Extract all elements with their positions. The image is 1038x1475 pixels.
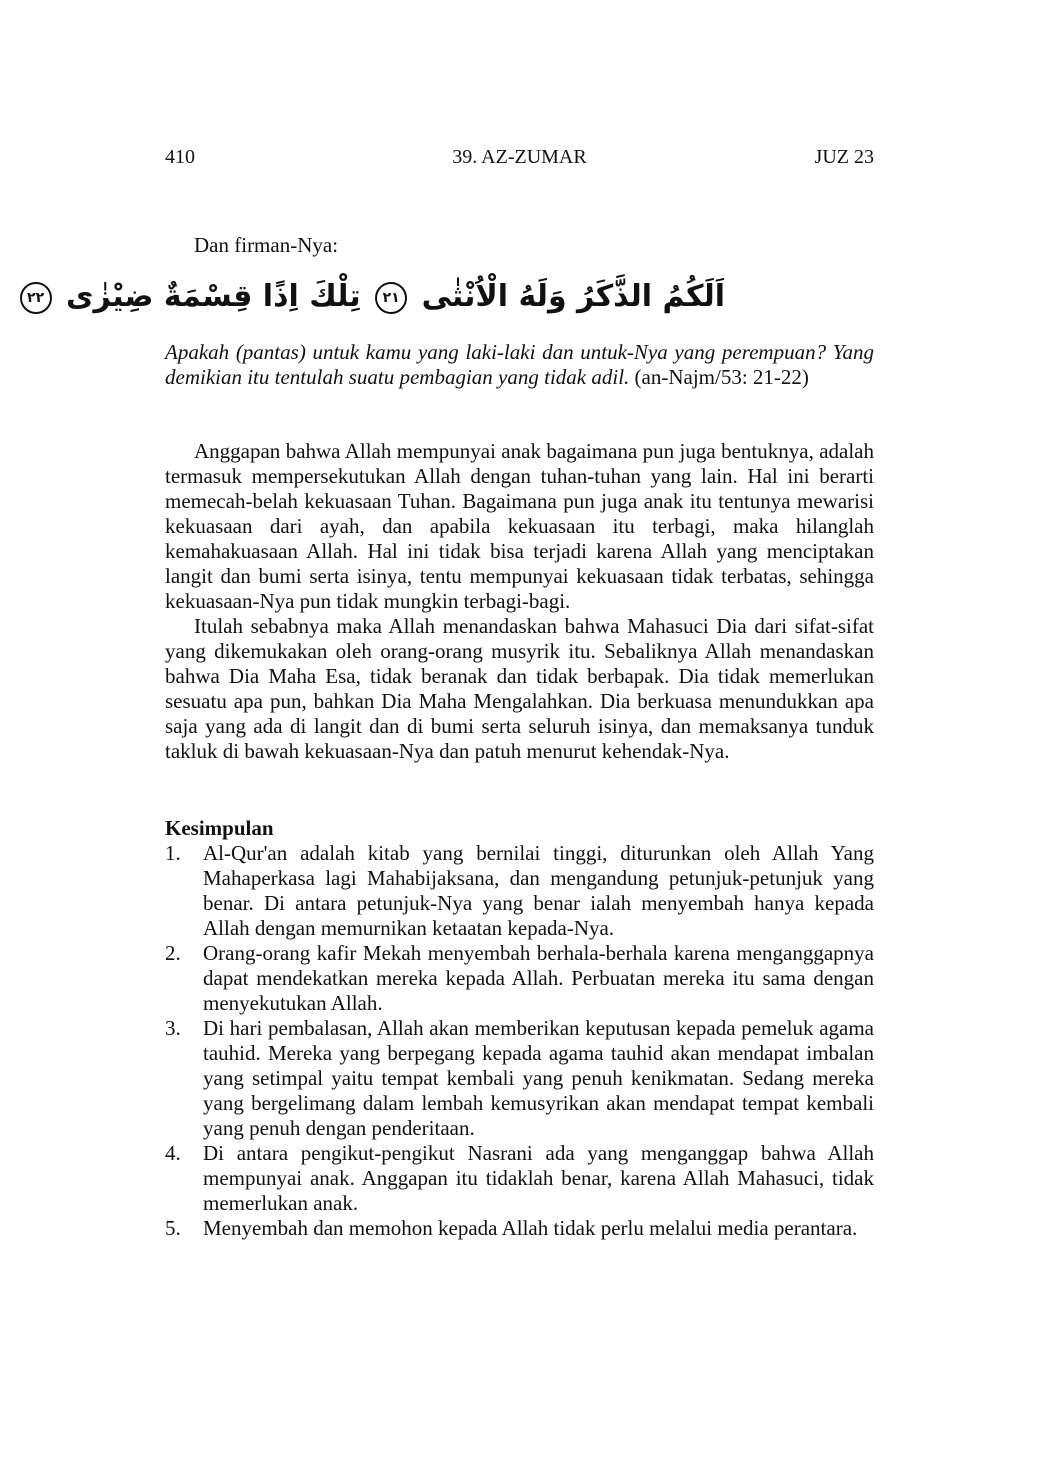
translation-reference: (an-Najm/53: 21-22) xyxy=(629,365,809,389)
paragraph-2 xyxy=(165,614,874,764)
paragraph-text: Anggapan bahwa Allah mempunyai anak bagaimana pun juga bentuknya, adalah termasuk mempersekutukan Allah dengan tuhan-tuhan yang lain. Hal ini berarti memecah-belah kekuasaan Tuhan. Bagaimana pun juga anak itu tentunya mewarisi kekuasaan dari ayah, dan apabila kekuasaan itu terbagi, maka hilanglah kemahakuasaan Allah. Hal ini tidak bisa terjadi karena Allah yang menciptakan langit dan bumi serta isinya, tentu mempunyai kekuasaan tidak terbatas, sehingga kekuasaan-Nya pun tidak mungkin terbagi-bagi. xyxy=(165,439,874,613)
list-item-number: 1. xyxy=(165,841,181,865)
list-item xyxy=(165,941,874,1016)
list-item-number: 5. xyxy=(165,1216,181,1240)
ayah-marker-21: ٢١ xyxy=(375,282,407,314)
list-item-text: Di hari pembalasan, Allah akan memberikan keputusan kepada pemeluk agama tauhid. Mereka yang berpegang kepada agama tauhid akan mendapat imbalan yang setimpal yaitu tempat kembali yang penuh kenikmatan. Sedang mereka yang bergelimang dalam lembah kemusyrikan akan mendapat tempat kembali yang penuh dengan penderitaan. xyxy=(203,1016,874,1140)
list-item xyxy=(165,841,874,941)
conclusion-list xyxy=(165,841,874,1241)
intro-text: Dan firman-Nya: xyxy=(194,233,339,257)
translation-text: Apakah (pantas) untuk kamu yang laki-laki dan untuk-Nya yang perempuan? Yang demikian itu tentulah suatu pembagian yang tidak adil. xyxy=(165,340,874,389)
ayah-marker-22: ٢٢ xyxy=(20,282,52,314)
list-item-text: Di antara pengikut-pengikut Nasrani ada yang menganggap bahwa Allah mempunyai anak. Anggapan itu tidaklah benar, karena Allah Mahasuci, tidak memerlukan anak. xyxy=(203,1141,874,1215)
list-item-number: 2. xyxy=(165,941,181,965)
list-item xyxy=(165,1016,874,1141)
juz-label: JUZ 23 xyxy=(814,146,874,168)
list-item-text: Menyembah dan memohon kepada Allah tidak perlu melalui media perantara. xyxy=(203,1216,858,1240)
paragraph-1 xyxy=(165,439,874,614)
list-item-number: 3. xyxy=(165,1016,181,1040)
verse-translation xyxy=(165,340,874,390)
page-header xyxy=(165,146,874,172)
list-item xyxy=(165,1216,874,1241)
list-item-number: 4. xyxy=(165,1141,181,1165)
arabic-verse-21: اَلَكُمُ الذَّكَرُ وَلَهُ الْاُنْثٰى xyxy=(421,279,725,314)
surah-title: 39. AZ-ZUMAR xyxy=(452,146,587,168)
paragraph-text: Itulah sebabnya maka Allah menandaskan bahwa Mahasuci Dia dari sifat-sifat yang dikemukakan oleh orang-orang musyrik itu. Sebaliknya Allah menandaskan bahwa Dia Maha Esa, tidak beranak dan tidak berbapak. Dia tidak memerlukan sesuatu apa pun, bahkan Dia Maha Mengalahkan. Dia berkuasa menundukkan apa saja yang ada di langit dan di bumi serta seluruh isinya, dan memaksanya tunduk takluk di bawah kekuasaan-Nya dan patuh menurut kehendak-Nya. xyxy=(165,614,874,763)
list-item-text: Orang-orang kafir Mekah menyembah berhala-berhala karena menganggapnya dapat mendekatkan mereka kepada Allah. Perbuatan mereka itu sama dengan menyekutukan Allah. xyxy=(203,941,874,1015)
list-item xyxy=(165,1141,874,1216)
arabic-verse xyxy=(27,272,725,322)
conclusion-heading: Kesimpulan xyxy=(165,816,274,840)
arabic-verse-22: تِلْكَ اِذًا قِسْمَةٌ ضِيْزٰى xyxy=(66,279,361,314)
list-item-text: Al-Qur'an adalah kitab yang bernilai tinggi, diturunkan oleh Allah Yang Mahaperkasa lagi Mahabijaksana, dan mengandung petunjuk-petunjuk yang benar. Di antara petunjuk-Nya yang benar ialah menyembah hanya kepada Allah dengan memurnikan ketaatan kepada-Nya. xyxy=(203,841,874,940)
page-number: 410 xyxy=(165,146,195,168)
